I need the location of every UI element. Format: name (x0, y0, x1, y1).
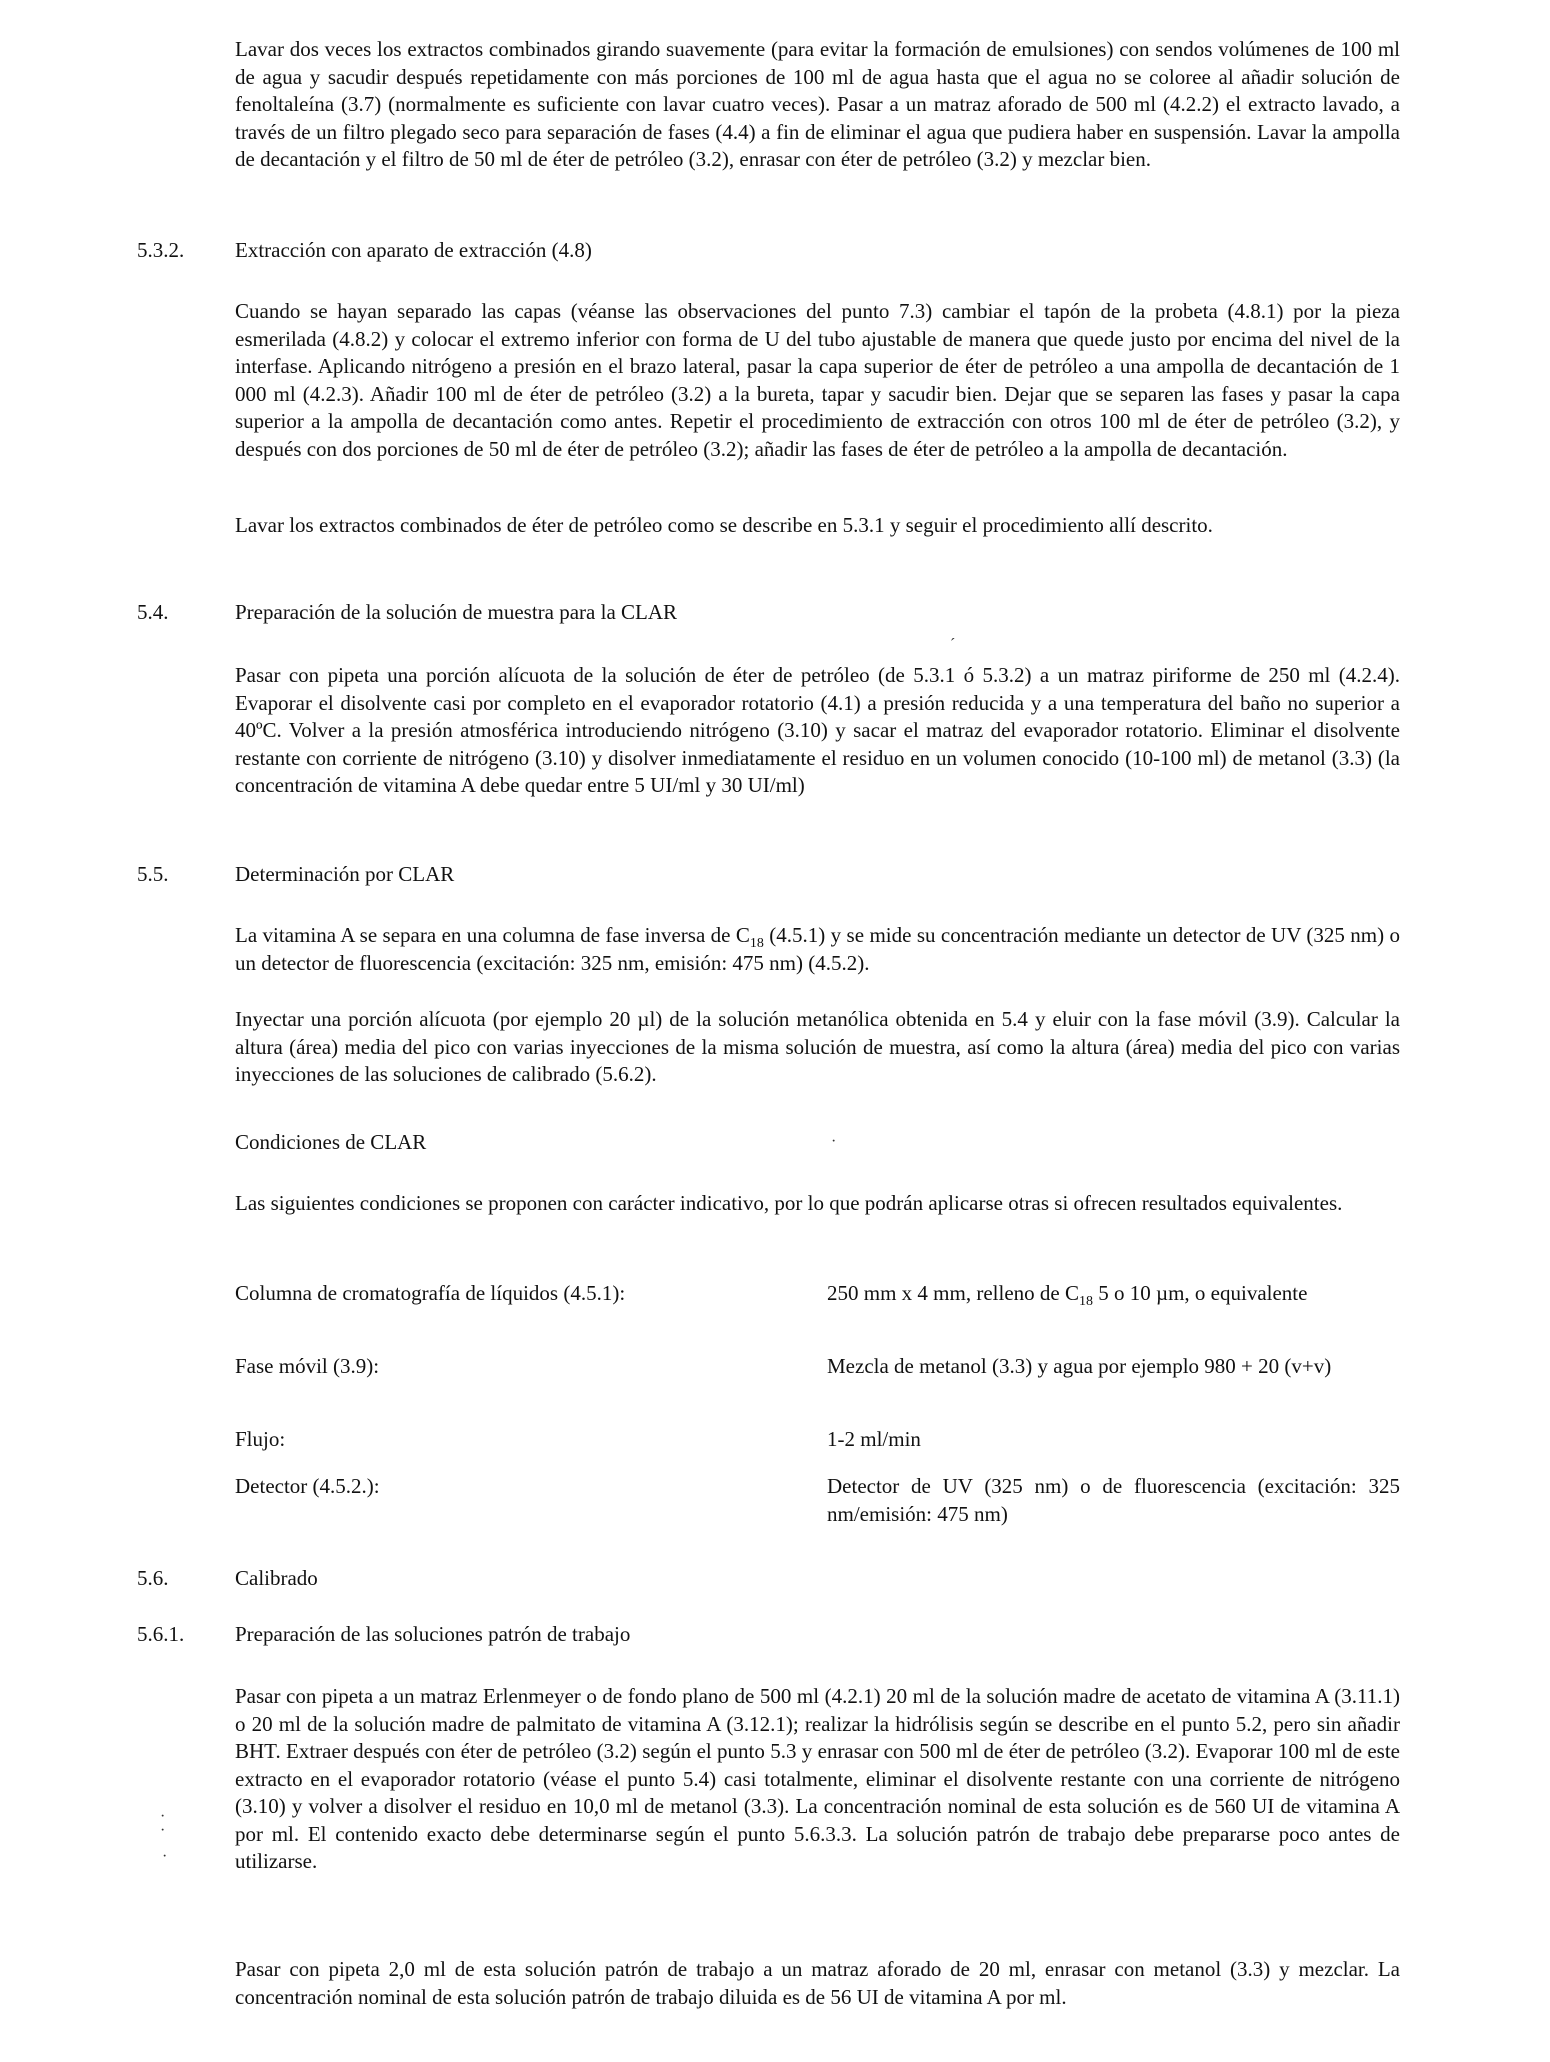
section-number: 5.5. (137, 862, 169, 886)
condition-value: 1-2 ml/min (827, 1427, 921, 1451)
paragraph-hplc-separation: La vitamina A se separa en una columna de fase inversa de $C_{18}$ (4.5.1) y se mide su concentración mediante un detector de UV (325 nm) o un detector de fluorescencia (excitación: 325 nm, emisión: 475 nm) (4.5.2). (235, 923, 1401, 975)
paragraph-extraction-apparatus: Cuando se hayan separado las capas (véanse las observaciones del punto 7.3) cambiar el tapón de la probeta (4.8.1) por la pieza esmerilada (4.8.2) y colocar el extremo inferior con forma de U del tubo ajustable de manera que quede justo por encima del nivel de la interfase. Aplicando nitrógeno a presión en el brazo lateral, pasar la capa superior de éter de petróleo a una ampolla de decantación de 1 000 ml (4.2.3). Añadir 100 ml de éter de petróleo (3.2) a la bureta, tapar y sacudir bien. Dejar que se separen las fases y pasar la capa superior a la ampolla de decantación como antes. Repetir el procedimiento de extracción con otros 100 ml de éter de petróleo (3.2), y después con dos porciones de 50 ml de éter de petróleo (3.2); añadir las fases de éter de petróleo a la ampolla de decantación. (235, 299, 1400, 461)
condition-value: Mezcla de metanol (3.3) y agua por ejemplo 980 + 20 (v+v) (827, 1354, 1332, 1378)
condition-label: Fase móvil (3.9): (235, 1354, 380, 1378)
paragraph-sample-preparation: Pasar con pipeta una porción alícuota de la solución de éter de petróleo (de 5.3.1 ó 5.3.2) a un matraz piriforme de 250 ml (4.2.4). Evaporar el disolvente casi por completo en el evaporador rotatorio (4.1) a presión reducida y a una temperatura del baño no superior a 40ºC. Volver a la presión atmosférica introduciendo nitrógeno (3.10) y sacar el matraz del evaporador rotatorio. Eliminar el disolvente restante con corriente de nitrógeno (3.10) y disolver inmediatamente el residuo en un volumen conocido (10-100 ml) de metanol (3.3) (la concentración de vitamina A debe quedar entre 5 UI/ml y 30 UI/ml) (235, 663, 1400, 797)
condition-label: Columna de cromatografía de líquidos (4.5.1): (235, 1281, 626, 1305)
section-number: 5.4. (137, 600, 169, 624)
paragraph-indicative-conditions: Las siguientes condiciones se proponen con carácter indicativo, por lo que podrán aplicarse otras si ofrecen resultados equivalentes. (235, 1191, 1343, 1215)
scan-speck: · (162, 1848, 168, 1865)
paragraph-wash-combined: Lavar los extractos combinados de éter de petróleo como se describe en 5.3.1 y seguir el procedimiento allí descrito. (235, 513, 1213, 537)
subheading-hplc-conditions: Condiciones de CLAR (235, 1130, 427, 1154)
section-title: Preparación de la solución de muestra para la CLAR (235, 600, 678, 624)
section-title: Preparación de las soluciones patrón de trabajo (235, 1622, 631, 1646)
section-number: 5.6. (137, 1566, 169, 1590)
section-number: 5.3.2. (137, 238, 185, 262)
paragraph-wash-extracts: Lavar dos veces los extractos combinados girando suavemente (para evitar la formación de emulsiones) con sendos volúmenes de 100 ml de agua y sacudir después repetidamente con más porciones de 100 ml de agua hasta que el agua no se coloree al añadir solución de fenoltaleína (3.7) (normalmente es suficiente con lavar cuatro veces). Pasar a un matraz aforado de 500 ml (4.2.2) el extracto lavado, a través de un filtro plegado seco para separación de fases (4.4) a fin de eliminar el agua que pudiera haber en suspensión. Lavar la ampolla de decantación y el filtro de 50 ml de éter de petróleo (3.2), enrasar con éter de petróleo (3.2) y mezclar bien. (235, 37, 1400, 171)
section-heading-5-5 (0, 859, 1400, 889)
condition-label: Detector (4.5.2.): (235, 1474, 380, 1498)
condition-value: 250 mm x 4 mm, relleno de $C_{18}$ 5 o 10 µm, o equivalente (827, 1281, 1308, 1310)
section-heading-5-4 (0, 597, 1400, 627)
scan-speck: ´ (950, 636, 956, 653)
section-heading-5-6 (0, 1563, 1400, 1593)
paragraph-working-standard: Pasar con pipeta a un matraz Erlenmeyer o de fondo plano de 500 ml (4.2.1) 20 ml de la solución madre de acetato de vitamina A (3.11.1) o 20 ml de la solución madre de palmitato de vitamina A (3.12.1); realizar la hidrólisis según se describe en el punto 5.2, pero sin añadir BHT. Extraer después con éter de petróleo (3.2) según el punto 5.3 y enrasar con 500 ml de éter de petróleo (3.2). Evaporar 100 ml de este extracto en el evaporador rotatorio (véase el punto 5.4) casi totalmente, eliminar el disolvente restante con una corriente de nitrógeno (3.10) y volver a disolver el residuo en 10,0 ml de metanol (3.3). La concentración nominal de esta solución es de 560 UI de vitamina A por ml. El contenido exacto debe determinarse según el punto 5.6.3.3. La solución patrón de trabajo debe prepararse poco antes de utilizarse. (235, 1684, 1400, 1873)
condition-label: Flujo: (235, 1427, 286, 1451)
scan-speck: · (831, 1133, 837, 1150)
section-title: Determinación por CLAR (235, 862, 455, 886)
paragraph-injection: Inyectar una porción alícuota (por ejemplo 20 µl) de la solución metanólica obtenida en 5.4 y eluir con la fase móvil (3.9). Calcular la altura (área) media del pico con varias inyecciones de la misma solución de muestra, así como la altura (área) media del pico con varias inyecciones de las soluciones de calibrado (5.6.2). (235, 1007, 1400, 1086)
section-heading-5-3-2 (0, 235, 1400, 265)
section-title: Extracción con aparato de extracción (4.8) (235, 238, 592, 262)
condition-value: Detector de UV (325 nm) o de fluorescencia (excitación: 325 nm/emisión: 475 nm) (827, 1474, 1400, 1526)
scan-speck: · (160, 1808, 166, 1825)
scan-speck: · (160, 1822, 166, 1839)
section-number: 5.6.1. (137, 1622, 185, 1646)
section-title: Calibrado (235, 1566, 318, 1590)
section-heading-5-6-1 (0, 1619, 1400, 1649)
paragraph-dilution: Pasar con pipeta 2,0 ml de esta solución patrón de trabajo a un matraz aforado de 20 ml, enrasar con metanol (3.3) y mezclar. La concentración nominal de esta solución patrón de trabajo diluida es de 56 UI de vitamina A por ml. (235, 1957, 1400, 2009)
